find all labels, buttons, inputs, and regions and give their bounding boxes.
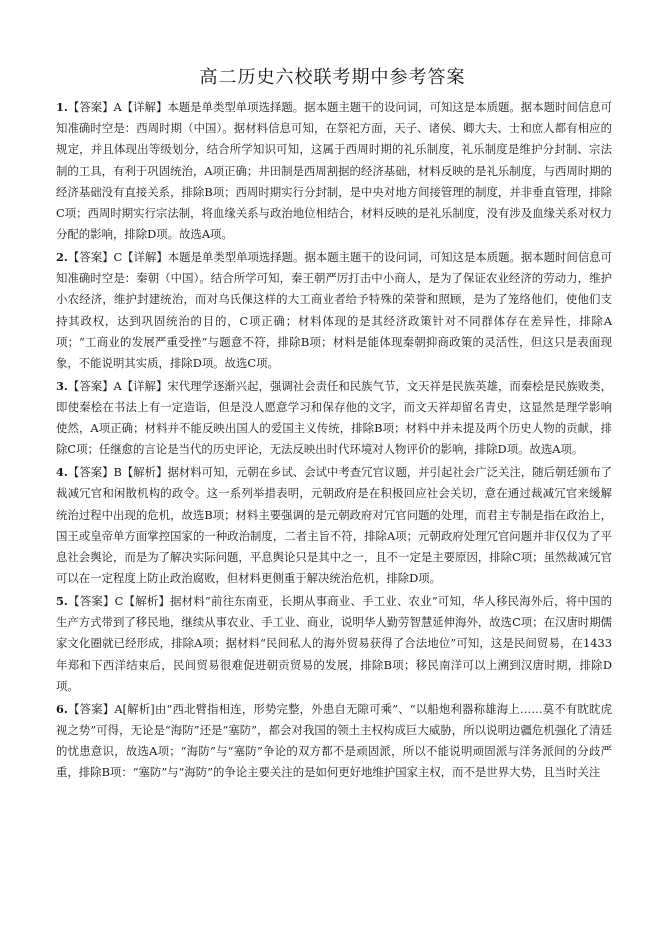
answer-item-1 [56,97,612,245]
answer-item-4 [56,462,612,589]
answer-number: 2. [56,250,68,265]
answer-item-3 [56,376,612,461]
answer-text: 【答案】C【详解】本题是单类型单项选择题。据本题主题干的设问词，可知这是本质题。据本题时间信息可知准确时空是：秦朝（中国）。结合所学可知，秦王朝严厉打击中小商人，是为了保证农业经济的劳动力，维护小农经济，维护封建统治，而对乌氏倮这样的大工商业者给予特殊的荣誉和照顾，是为了笼络他们，使他们支持其政权，达到巩固统治的目的，C项正确；材料体现的是其经济政策针对不同群体存在差异性，排除A项；“工商业的发展严重受挫”与题意不符，排除B项；材料是能体现秦朝抑商政策的灵活性，但这只是表面现象，不能说明其实质，排除D项。故选C项。 [56,250,612,371]
answer-text: 【答案】A【详解】本题是单类型单项选择题。据本题主题干的设问词，可知这是本质题。据本题时间信息可知准确时空是：西周时期（中国）。据材料信息可知，在祭祀方面，天子、诸侯、卿大夫、士和庶人都有相应的规定，并且体现出等级划分，结合所学知识可知，这属于西周时期的礼乐制度，礼乐制度是维护分封制、宗法制的工具，有利于巩固统治，A项正确；井田制是西周割据的经济基础，材料反映的是礼乐制度，与西周时期的经济基础没有直接关系，排除B项；西周时期实行分封制，是中央对地方间接管理的制度，并非垂直管理，排除C项；西周时期实行宗法制，将血缘关系与政治地位相结合，材料反映的是礼乐制度，没有涉及血缘关系对权力分配的影响，排除D项。故选A项。 [56,100,612,242]
answer-number: 5. [56,594,68,609]
answers-body [56,97,612,785]
answer-text: 【答案】B【解析】据材料可知，元朝在乡试、会试中考查冗官议题，并引起社会广泛关注，随后朝廷颁布了裁减冗官和闲散机构的政令。这一系列举措表明，元朝政府是在积极回应社会关切，意在通过裁减冗官来缓解统治过程中出现的危机，故选B项；材料主要强调的是元朝政府对冗官问题的处理，而君主专制是指在政治上，国王或皇帝单方面掌控国家的一种政治制度，二者主旨不符，排除A项；元朝政府处理冗官问题并非仅仅为了平息社会舆论，而是为了解决实际问题，平息舆论只是其中之一，且不一定是主要原因，排除C项；虽然裁减冗官可以在一定程度上防止政治腐败，但材料更侧重于解决统治危机，排除D项。 [56,465,612,586]
answer-item-2 [56,247,612,374]
answer-text: 【答案】C【解析】据材料“前往东南亚，长期从事商业、手工业、农业”可知，华人移民海外后，将中国的生产方式带到了移民地，继续从事农业、手工业、商业，说明华人勤劳智慧延伸海外，故选C项；在汉唐时期儒家文化圈就已经形成，排除A项；据材料“民间私人的海外贸易获得了合法地位”可知，这是民间贸易，在1433年郑和下西洋结束后，民间贸易很难促进朝贡贸易的发展，排除B项；移民南洋可以上溯到汉唐时期，排除D项。 [56,594,612,693]
answer-item-5 [56,591,612,697]
answer-number: 3. [56,378,68,393]
answer-number: 4. [56,465,68,480]
answer-number: 1. [56,100,68,114]
answer-number: 6. [56,701,68,716]
answer-text: 【答案】A【详解】宋代理学逐渐兴起，强调社会责任和民族气节，文天祥是民族英雄，而秦桧是民族败类，即使秦桧在书法上有一定造诣，但是没人愿意学习和保存他的文字，而文天祥却留名青史，这显然是理学影响使然，A项正确；材料并不能反映出国人的爱国主义传统，排除B项；材料中并未提及两个历史人物的贡献，排除C项；任继愈的言论是当代的历史评论，无法反映出时代环境对人物评价的影响，排除D项。故选A项。 [56,378,612,457]
answer-text: 【答案】A[解析]由“西北臂指相连，形势完整，外患自无隙可乘”、“以船炮利器称雄海上……莫不有眈眈虎视之势”可得，无论是“海防”还是“塞防”，都会对我国的领土主权构成巨大威胁，所以说明边疆危机强化了清廷的忧患意识，故选A项；“海防”与“塞防”争论的双方都不是顽固派，所以不能说明顽固派与洋务派间的分歧严重，排除B项：“塞防”与“海防”的争论主要关注的是如何更好地维护国家主权，而不是世界大势，且当时关注 [56,701,612,780]
answer-item-6 [56,699,612,784]
page-title: 高二历史六校联考期中参考答案 [199,67,466,88]
